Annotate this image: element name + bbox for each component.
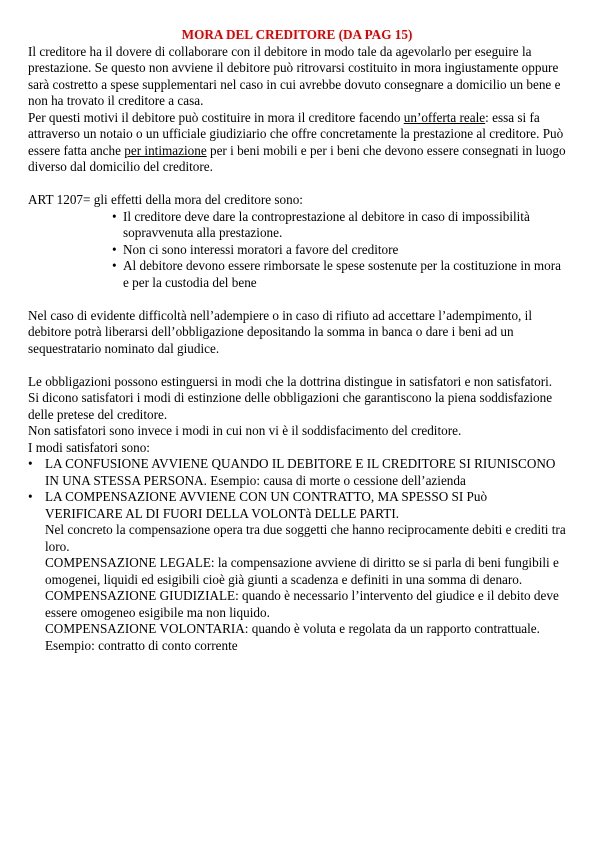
paragraph-estinzione: Le obbligazioni possono estinguersi in modi che la dottrina distingue in satisfatori e non satisfatori.	[28, 373, 553, 389]
compensazione-heading: • LA COMPENSAZIONE AVVIENE CON UN CONTRATTO, MA SPESSO SI Può VERIFICARE AL DI FUORI DELLA VOLONTà DELLE PARTI.	[45, 489, 488, 521]
document-page	[28, 27, 566, 654]
compensazione-legale: COMPENSAZIONE LEGALE: la compensazione avviene di diritto se si parla di beni fungibili e omogenei, liquidi ed esigibili cioè già giunti a scadenza e definiti in una somma di denaro.	[45, 555, 559, 587]
paragraph-modi-intro: I modi satisfatori sono:	[28, 439, 150, 455]
compensazione-giudiziale: COMPENSAZIONE GIUDIZIALE: quando è necessario l’intervento del giudice e il debito deve essere omogeneo esigibile ma non liquido.	[45, 588, 559, 620]
art-1207-intro: ART 1207= gli effetti della mora del creditore sono:	[28, 192, 303, 207]
list-item: • Al debitore devono essere rimborsate le spese sostenute per la costituzione in mora e per la custodia del bene	[112, 258, 566, 291]
spacer	[28, 176, 566, 193]
art-1207-list	[28, 209, 566, 292]
text-span: : essa si fa attraverso un notaio o un ufficiale giudiziario che offre concretamente la prestazione al creditore. Può essere fatta anche	[28, 109, 564, 158]
list-item: • Non ci sono interessi moratori a favore del creditore	[112, 242, 566, 259]
paragraph-offerta-reale	[28, 110, 566, 176]
paragraph-non-satisfatori: Non satisfatori sono invece i modi in cui non vi è il soddisfacimento del creditore.	[28, 423, 462, 438]
modes-list	[28, 456, 566, 654]
spacer	[28, 291, 566, 308]
text-span: Per questi motivi il debitore può costituire in mora il creditore facendo	[28, 109, 404, 125]
underlined-term-intimazione: per intimazione	[124, 142, 207, 158]
compensazione-volontaria: COMPENSAZIONE VOLONTARIA: quando è voluta e regolata da un rapporto contrattuale. Esempio: contratto di conto corrente	[45, 621, 540, 653]
paragraph-satisfatori: Si dicono satisfatori i modi di estinzione delle obbligazioni che garantiscono la piena soddisfazione delle pretese del creditore.	[28, 390, 553, 422]
list-item-compensazione	[45, 489, 566, 654]
list-item: • Il creditore deve dare la controprestazione al debitore in caso di impossibilità sopravvenuta alla prestazione.	[112, 209, 566, 242]
paragraph-creditor-duty: Il creditore ha il dovere di collaborare con il debitore in modo tale da agevolarlo per eseguire la prestazione. Se questo non avviene il debitore può ritrovarsi costituito in mora ingiustamente oppure sarà costretto a spese supplementari nel caso in cui avrebbe dovuto consegnare a domicilio un bene e non ha trovato il creditore a casa.	[28, 43, 561, 108]
paragraph-deposito: Nel caso di evidente difficoltà nell’adempiere o in caso di rifiuto ad accettare l’adempimento, il debitore potrà liberarsi dell’obbligazione depositando la somma in banca o dare i beni ad un sequestratario nominato dal giudice.	[28, 307, 532, 356]
compensazione-line: Nel concreto la compensazione opera tra due soggetti che hanno reciprocamente debiti e crediti tra loro.	[45, 522, 566, 554]
list-item-confusione: • LA CONFUSIONE AVVIENE QUANDO IL DEBITORE E IL CREDITORE SI RIUNISCONO IN UNA STESSA PERSONA. Esempio: causa di morte o cessione dell’azienda	[45, 456, 566, 489]
page-title: MORA DEL CREDITORE (DA PAG 15)	[181, 27, 413, 42]
underlined-term-offerta-reale: un’offerta reale	[403, 109, 486, 125]
text-span: per i beni mobili e per i beni che devono essere consegnati in luogo diverso dal domicilio del creditore.	[28, 142, 566, 174]
spacer	[28, 357, 566, 374]
